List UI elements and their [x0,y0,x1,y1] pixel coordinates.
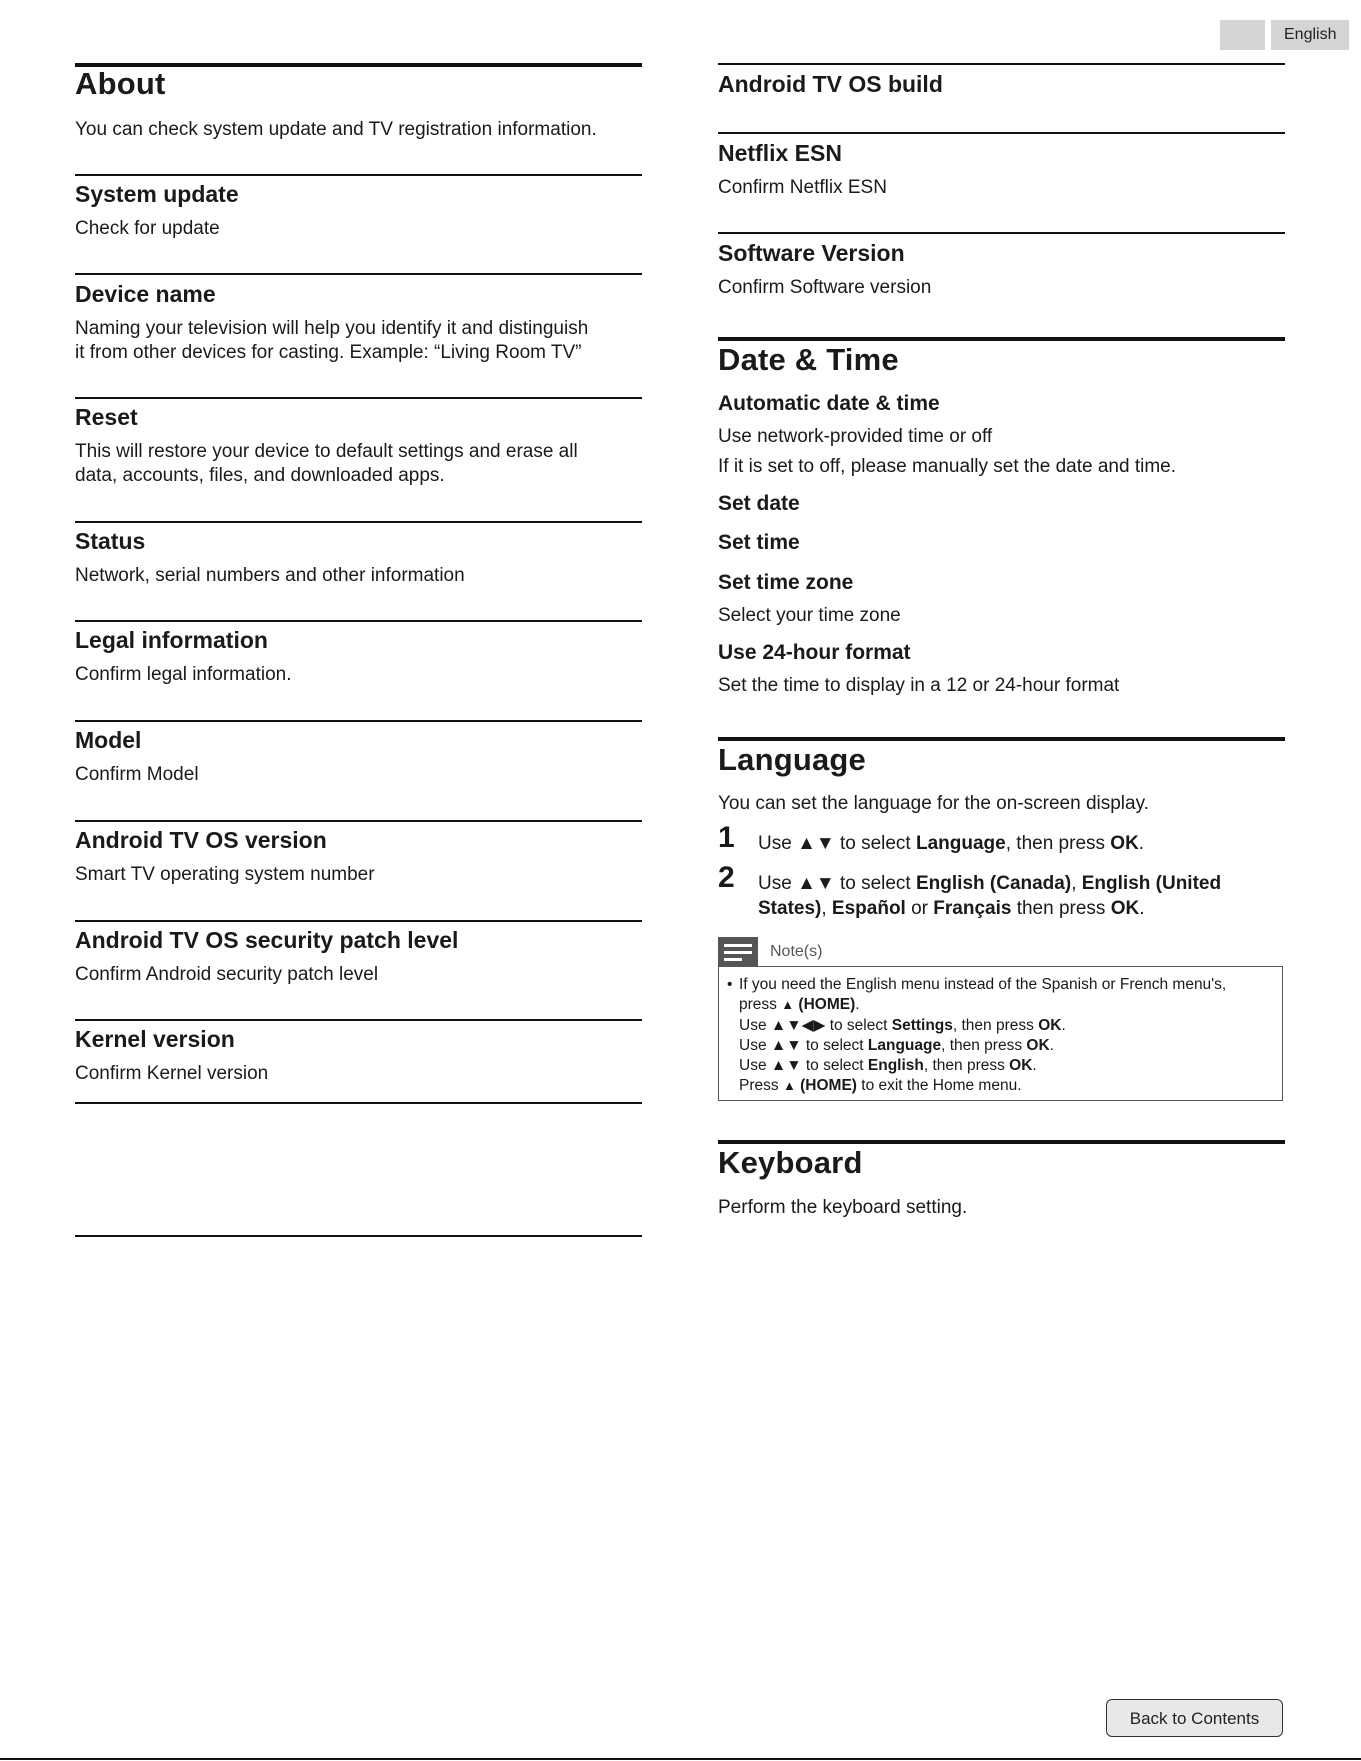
set-time-zone-desc: Select your time zone [718,605,901,626]
keyboard-desc: Perform the keyboard setting. [718,1197,968,1218]
reset-title: Reset [75,404,138,430]
language-tab-english[interactable]: English [1271,20,1349,50]
automatic-date-time-title: Automatic date & time [718,392,940,415]
note-line-2: press ▲ (HOME). [739,995,1272,1015]
language-title: Language [718,742,867,777]
home-icon: ▲ [782,1078,796,1094]
back-to-contents-button[interactable]: Back to Contents [1106,1699,1283,1737]
note-icon [718,937,758,967]
language-desc: You can set the language for the on-screen display. [718,793,1149,814]
section-rule [718,337,1285,341]
note-box [718,966,1283,1101]
note-header [718,937,822,967]
section-rule [75,1102,642,1104]
page-bottom-rule [0,1758,1361,1760]
date-time-title: Date & Time [718,342,899,377]
step-1-text: Use ▲▼ to select Language, then press OK. [758,833,1145,854]
system-update-desc: Check for update [75,218,220,239]
about-title: About [75,66,166,101]
automatic-date-time-desc-2: If it is set to off, please manually set the date and time. [718,456,1177,477]
software-version-desc: Confirm Software version [718,277,932,298]
note-line-6: Press ▲ (HOME) to exit the Home menu. [739,1076,1272,1096]
status-title: Status [75,528,146,554]
security-patch-desc: Confirm Android security patch level [75,964,379,985]
automatic-date-time-desc-1: Use network-provided time or off [718,426,993,447]
set-time-zone-title: Set time zone [718,571,854,594]
legal-information-title: Legal information [75,627,268,653]
step-number-2: 2 [718,861,735,894]
reset-desc-line2: data, accounts, files, and downloaded apps. [75,465,445,486]
section-rule [718,737,1285,741]
section-rule [75,1019,642,1021]
model-desc: Confirm Model [75,764,199,785]
section-rule [75,273,642,275]
note-line-5: Use ▲▼ to select English, then press OK. [739,1057,1037,1075]
device-name-title: Device name [75,281,216,307]
section-rule [718,63,1285,65]
language-tabs [1220,20,1349,50]
section-rule [718,232,1285,234]
section-rule [75,174,642,176]
android-tv-os-build-title: Android TV OS build [718,71,943,97]
section-rule [75,720,642,722]
section-rule [718,1140,1285,1144]
step-2-text: Use ▲▼ to select English (Canada), English (United States), Español or Français then press OK. [758,873,1222,919]
section-rule [75,521,642,523]
section-rule [718,132,1285,134]
section-rule [75,620,642,622]
section-rule [75,397,642,399]
status-desc: Network, serial numbers and other information [75,565,465,586]
netflix-esn-desc: Confirm Netflix ESN [718,177,887,198]
device-name-desc-line1: Naming your television will help you identify it and distinguish [75,318,589,339]
device-name-desc-line2: it from other devices for casting. Example: “Living Room TV” [75,342,582,363]
home-icon: ▲ [781,997,795,1013]
android-tv-os-version-desc: Smart TV operating system number [75,864,375,885]
system-update-title: System update [75,181,239,207]
reset-desc-line1: This will restore your device to default settings and erase all [75,441,578,462]
software-version-title: Software Version [718,240,905,266]
model-title: Model [75,727,142,753]
note-line-3: Use ▲▼◀▶ to select Settings, then press OK. [739,1016,1066,1034]
set-time-title: Set time [718,531,800,554]
security-patch-title: Android TV OS security patch level [75,927,459,953]
section-rule [75,920,642,922]
section-rule [75,820,642,822]
about-description: You can check system update and TV registration information. [75,119,597,140]
note-line-4: Use ▲▼ to select Language, then press OK. [739,1036,1054,1054]
note-label: Note(s) [770,943,823,960]
use-24-hour-format-title: Use 24-hour format [718,641,911,664]
step-number-1: 1 [718,821,735,854]
language-tab-blank[interactable] [1220,20,1265,50]
use-24-hour-format-desc: Set the time to display in a 12 or 24-hour format [718,675,1120,696]
keyboard-title: Keyboard [718,1145,863,1180]
note-bullet: • [727,976,733,993]
kernel-version-desc: Confirm Kernel version [75,1063,269,1084]
section-rule [75,1235,642,1237]
note-line-1: If you need the English menu instead of the Spanish or French menu's, [739,976,1227,993]
netflix-esn-title: Netflix ESN [718,140,842,166]
set-date-title: Set date [718,492,800,515]
android-tv-os-version-title: Android TV OS version [75,827,327,853]
kernel-version-title: Kernel version [75,1026,235,1052]
legal-information-desc: Confirm legal information. [75,664,292,685]
